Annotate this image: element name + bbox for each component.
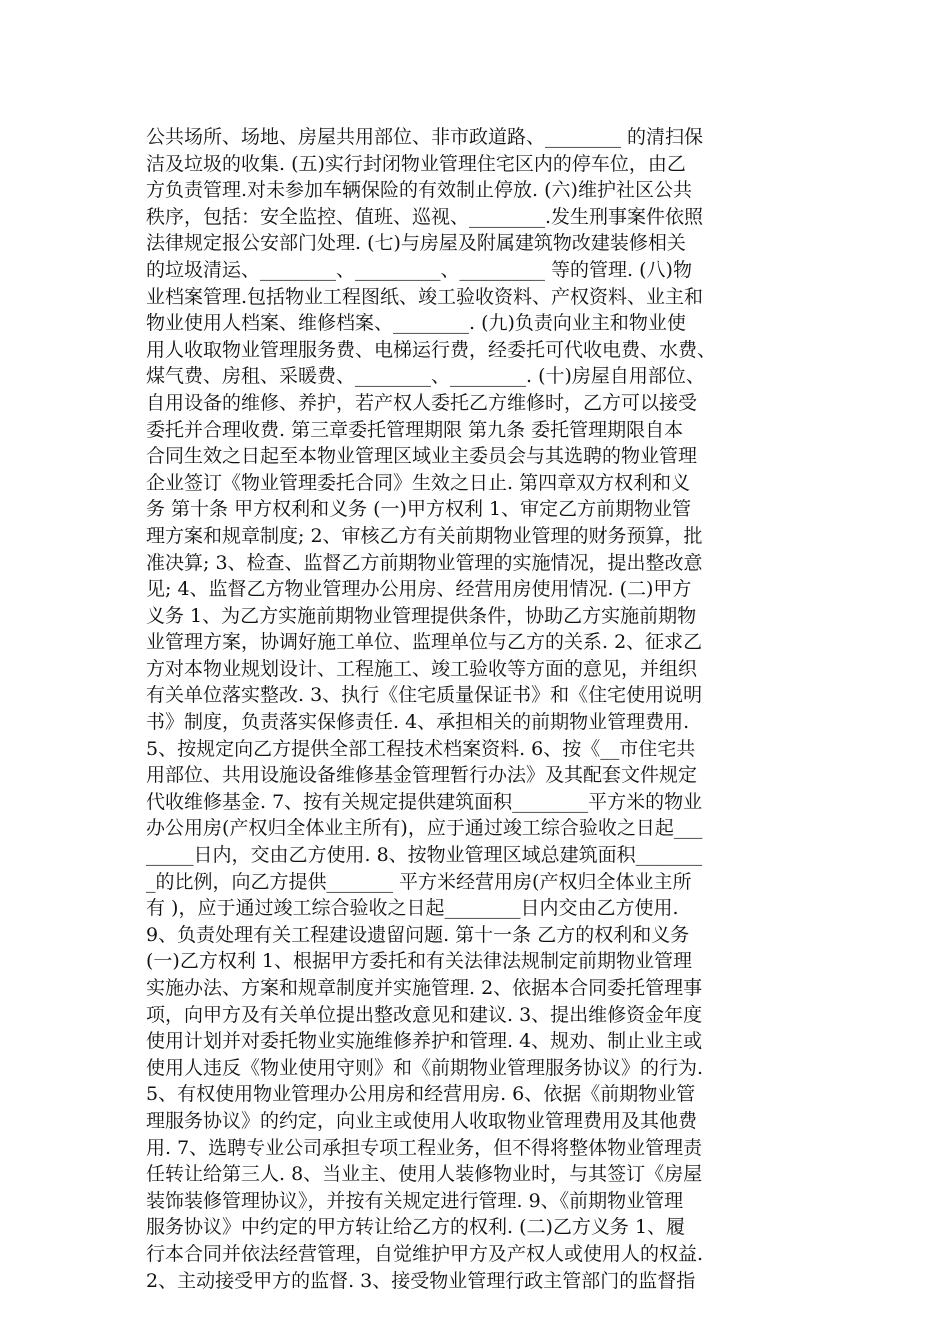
body-text-line: 方负责管理.对未参加车辆保险的有效制止停放. (六)维护社区公共 <box>146 179 692 202</box>
body-text-line: 书》制度，负责落实保修责任. 4、承担相关的前期物业管理费用. <box>146 711 690 734</box>
body-text-line: 法律规定报公安部门处理. (七)与房屋及附属建筑物改建装修相关 <box>146 232 686 255</box>
body-text-line: 使用人违反《物业使用守则》和《前期物业管理服务协议》的行为. <box>146 1056 704 1079</box>
body-text-line: 服务协议》中约定的甲方转让给乙方的权利. (二)乙方义务 1、履 <box>146 1216 686 1239</box>
body-text-line: _的比例，向乙方提供_______ 平方米经营用房(产权归全体业主所 <box>146 870 692 893</box>
body-text-line: 方对本物业规划设计、工程施工、竣工验收等方面的意见，并组织 <box>146 657 698 680</box>
body-text-line: 洁及垃圾的收集. (五)实行封闭物业管理住宅区内的停车位，由乙 <box>146 152 686 175</box>
body-text-line: 代收维修基金. 7、按有关规定提供建筑面积________平方米的物业 <box>146 790 703 813</box>
body-text-line: 有 )，应于通过竣工综合验收之日起________日内交由乙方使用. <box>146 897 679 920</box>
body-text-line: _____日内，交由乙方使用. 8、按物业管理区域总建筑面积_______ <box>146 844 703 867</box>
body-text-line: 务 第十条 甲方权利和义务 (一)甲方权利 1、审定乙方前期物业管 <box>146 498 692 521</box>
body-text-line: 理服务协议》的约定，向业主或使用人收取物业管理费用及其他费 <box>146 1109 698 1132</box>
body-text-line: 见; 4、监督乙方物业管理办公用房、经营用房使用情况. (二)甲方 <box>146 578 692 601</box>
body-text-line: 5、有权使用物业管理办公用房和经营用房. 6、依据《前期物业管 <box>146 1083 696 1106</box>
body-text-line: 5、按规定向乙方提供全部工程技术档案资料. 6、按《__市住宅共 <box>146 737 696 760</box>
body-text-line: 使用计划并对委托物业实施维修养护和管理. 4、规劝、制止业主或 <box>146 1030 703 1053</box>
body-text-line: 企业签订《物业管理委托合同》生效之日止. 第四章双方权利和义 <box>146 471 691 494</box>
body-text-line: (一)乙方权利 1、根据甲方委托和有关法律法规制定前期物业管理 <box>146 950 692 973</box>
body-text-line: 办公用房(产权归全体业主所有)，应于通过竣工综合验收之日起___ <box>146 817 703 840</box>
body-text-line: 项，向甲方及有关单位提出整改意见和建议. 3、提出维修资金年度 <box>146 1003 703 1026</box>
body-text-line: 义务 1、为乙方实施前期物业管理提供条件，协助乙方实施前期物 <box>146 604 697 627</box>
body-text-line: 煤气费、房租、采暖费、________、________. (十)房屋自用部位、 <box>146 365 705 388</box>
body-text-line: 用部位、共用设施设备维修基金管理暂行办法》及其配套文件规定 <box>146 764 698 787</box>
body-text-line: 用. 7、选聘专业公司承担专项工程业务，但不得将整体物业管理责 <box>146 1136 703 1159</box>
body-text-line: 物业使用人档案、维修档案、________. (九)负责向业主和物业使 <box>146 312 686 335</box>
body-text-line: 的垃圾清运、________、_________、_________ 等的管理. (八)物 <box>146 258 692 281</box>
body-text-line: 准决算; 3、检查、监督乙方前期物业管理的实施情况，提出整改意 <box>146 551 703 574</box>
body-text-line: 秩序，包括：安全监控、值班、巡视、________.发生刑事案件依照 <box>146 205 704 228</box>
body-text-line: 自用设备的维修、养护，若产权人委托乙方维修时，乙方可以接受 <box>146 391 698 414</box>
body-text-line: 实施办法、方案和规章制度并实施管理. 2、依据本合同委托管理事 <box>146 977 703 999</box>
body-text-line: 业档案管理.包括物业工程图纸、竣工验收资料、产权资料、业主和 <box>146 285 704 308</box>
body-text-line: 理方案和规章制度; 2、审核乙方有关前期物业管理的财务预算，批 <box>146 524 703 547</box>
contract-body-text <box>146 124 812 1294</box>
body-text-line: 装饰装修管理协议》，并按有关规定进行管理. 9、《前期物业管理 <box>146 1189 684 1212</box>
body-text-line: 合同生效之日起至本物业管理区域业主委员会与其选聘的物业管理 <box>146 445 698 468</box>
body-text-line: 业管理方案，协调好施工单位、监理单位与乙方的关系. 2、征求乙 <box>146 631 703 654</box>
body-text-line: 有关单位落实整改. 3、执行《住宅质量保证书》和《住宅使用说明 <box>146 684 703 707</box>
body-text-line: 2、主动接受甲方的监督. 3、接受物业管理行政主管部门的监督指 <box>146 1269 696 1292</box>
body-text-line: 9、负责处理有关工程建设遗留问题. 第十一条 乙方的权利和义务 <box>146 923 690 946</box>
body-text-line: 行本合同并依法经营管理，自觉维护甲方及产权人或使用人的权益. <box>146 1242 704 1265</box>
body-text-line: 公共场所、场地、房屋共用部位、非市政道路、________ 的清扫保 <box>146 126 704 148</box>
body-text-line: 委托并合理收费. 第三章委托管理期限 第九条 委托管理期限自本 <box>146 418 684 441</box>
body-text-line: 用人收取物业管理服务费、电梯运行费，经委托可代收电费、水费、 <box>146 338 717 361</box>
body-text-line: 任转让给第三人. 8、当业主、使用人装修物业时，与其签订《房屋 <box>146 1163 703 1186</box>
